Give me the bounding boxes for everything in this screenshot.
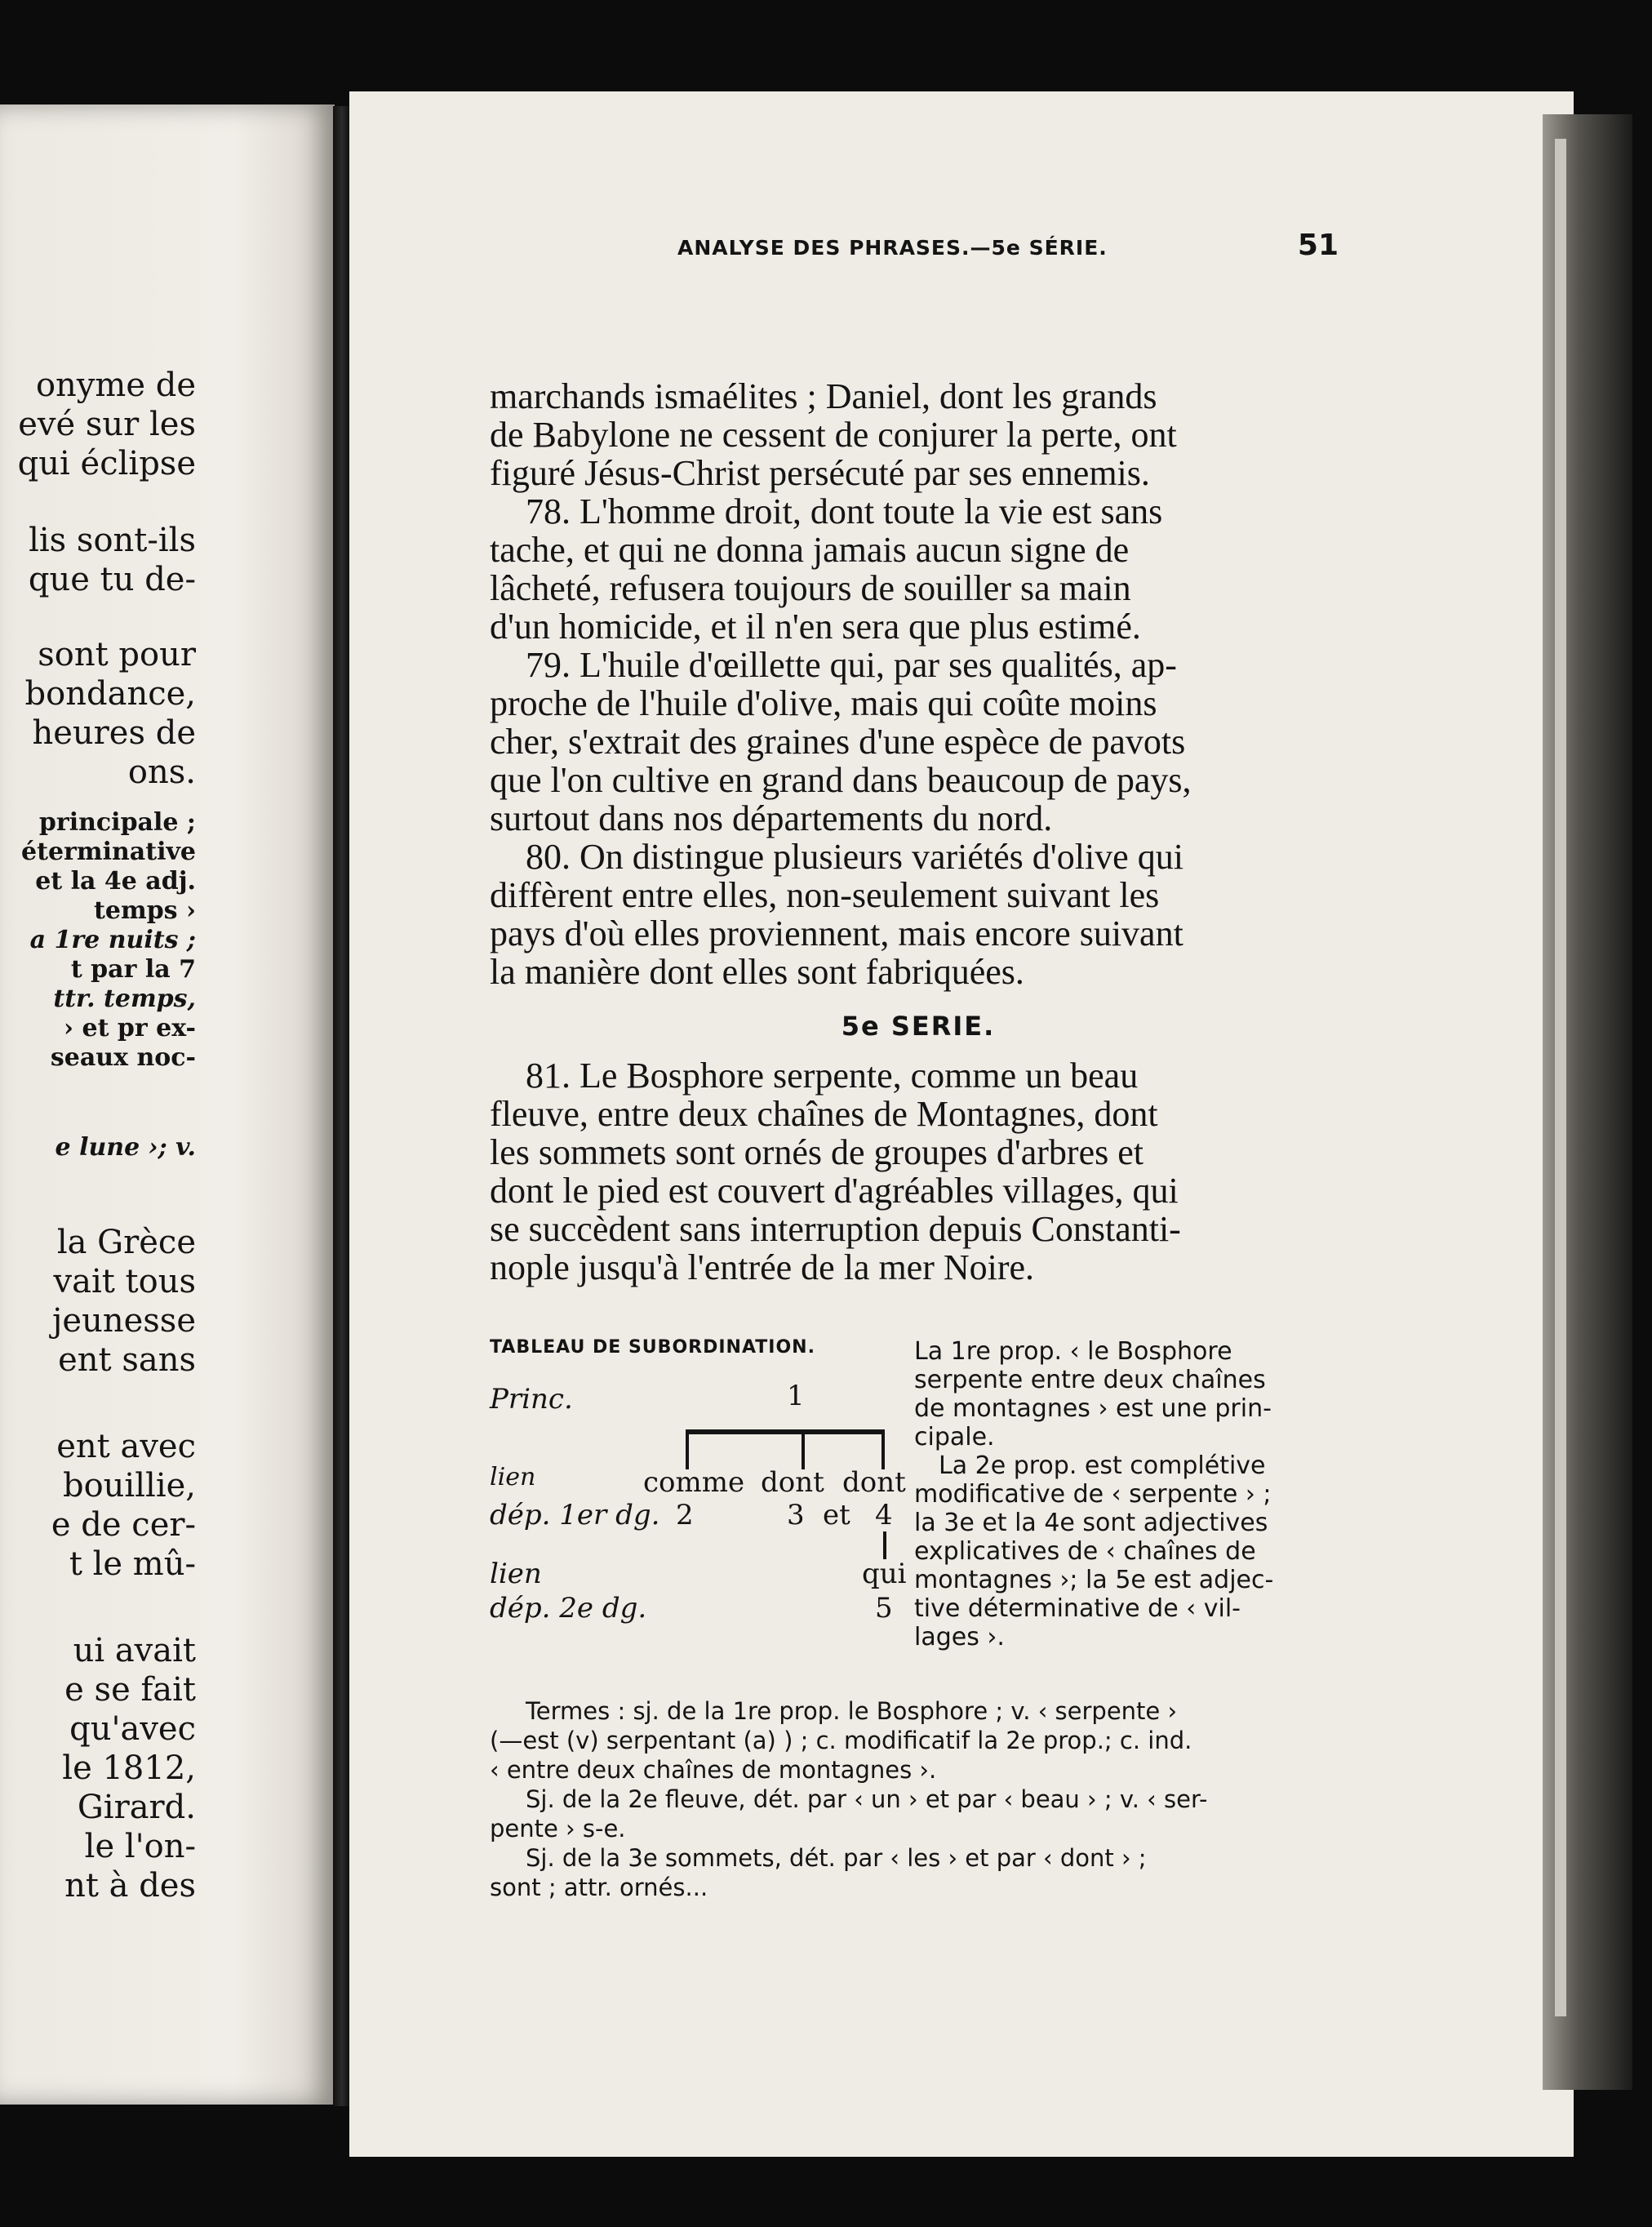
- left-line: temps ›: [94, 896, 196, 925]
- book-gutter: [333, 106, 351, 2106]
- text-line: cher, s'extrait des graines d'une espèce de pavots: [490, 722, 1186, 762]
- left-block-1: [0, 366, 196, 483]
- explanation-line: explicatives de ‹ chaînes de: [914, 1537, 1256, 1566]
- text-line: figuré Jésus-Christ persécuté par ses ennemis.: [490, 453, 1150, 493]
- text-line: tache, et qui ne donna jamais aucun signe de: [490, 530, 1130, 570]
- term-line: Termes : sj. de la 1re prop. le Bosphore ; v. ‹ serpente ›: [526, 1697, 1178, 1725]
- text-line: de Babylone ne cessent de conjurer la perte, ont: [490, 415, 1177, 455]
- term-line: pente › s-e.: [490, 1815, 626, 1842]
- table-title: TABLEAU DE SUBORDINATION.: [490, 1337, 815, 1358]
- terms-section: [490, 1696, 1347, 1902]
- explanation-line: modificative de ‹ serpente › ;: [914, 1480, 1272, 1509]
- page-edge-highlight: [1555, 139, 1566, 2016]
- lien-qui: qui: [862, 1558, 907, 1590]
- running-head: [335, 229, 1339, 262]
- left-line: lis sont-ils: [29, 522, 196, 559]
- princ-number: 1: [787, 1380, 805, 1412]
- text-line: se succèdent sans interruption depuis Constanti-: [490, 1209, 1181, 1249]
- paragraph-81: [490, 1056, 1347, 1287]
- left-line: le 1812,: [62, 1749, 196, 1787]
- text-line: diffèrent entre elles, non-seulement suivant les: [490, 875, 1160, 915]
- explanation-line: La 1re prop. ‹ le Bosphore: [914, 1337, 1232, 1366]
- princ-label: Princ.: [490, 1383, 573, 1416]
- text-line: 79. L'huile d'œillette qui, par ses qualités, ap-: [526, 645, 1177, 685]
- left-line: éterminative: [21, 838, 196, 866]
- explanation-line: de montagnes › est une prin-: [914, 1394, 1272, 1423]
- page-number: 51: [1297, 229, 1339, 262]
- text-line: nople jusqu'à l'entrée de la mer Noire.: [490, 1247, 1035, 1287]
- connector-dont: dont: [842, 1466, 906, 1499]
- subordination-explanation: [914, 1337, 1363, 1651]
- left-line: onyme de: [35, 367, 196, 404]
- dep2-label: dép. 2e dg.: [490, 1592, 647, 1625]
- left-line: Girard.: [77, 1789, 196, 1826]
- explanation-line: serpente entre deux chaînes: [914, 1366, 1266, 1394]
- left-line: ent sans: [58, 1341, 196, 1379]
- left-line: et la 4e adj.: [35, 867, 196, 896]
- term-line: ‹ entre deux chaînes de montagnes ›.: [490, 1756, 937, 1784]
- left-line: evé sur les: [18, 406, 196, 443]
- left-line: bondance,: [24, 675, 196, 713]
- left-line: seaux noc-: [50, 1043, 196, 1072]
- term-line: (—est (v) serpentant (a) ) ; c. modificatif la 2e prop.; c. ind.: [490, 1727, 1192, 1754]
- text-line: les sommets sont ornés de groupes d'arbres et: [490, 1132, 1144, 1172]
- dep2-number: 5: [875, 1592, 893, 1625]
- left-line: heures de: [32, 714, 196, 752]
- text-line: proche de l'huile d'olive, mais qui coûte moins: [490, 683, 1157, 723]
- left-line: vait tous: [53, 1263, 196, 1300]
- left-block-6: [0, 1223, 196, 1380]
- left-block-8: [0, 1631, 196, 1905]
- term-line: sont ; attr. ornés...: [490, 1874, 708, 1901]
- left-page: [0, 104, 335, 2105]
- explanation-line: La 2e prop. est complétive: [939, 1451, 1266, 1480]
- left-line: qu'avec: [69, 1710, 196, 1748]
- left-line: ons.: [127, 753, 196, 791]
- text-line: la manière dont elles sont fabriquées.: [490, 952, 1024, 992]
- dep1-number: 3: [787, 1499, 805, 1531]
- subordination-diagram: [490, 1337, 906, 1639]
- left-block-2: [0, 521, 196, 599]
- left-line: t par la 7: [70, 955, 196, 984]
- paragraph-continuation: [490, 377, 1347, 492]
- connector-comme: comme: [643, 1466, 745, 1499]
- left-block-5: [0, 1133, 196, 1162]
- term-line: Sj. de la 2e fleuve, dét. par ‹ un › et par ‹ beau › ; v. ‹ ser-: [526, 1785, 1208, 1813]
- term-line: Sj. de la 3e sommets, dét. par ‹ les › et par ‹ dont › ;: [526, 1844, 1147, 1872]
- text-line: dont le pied est couvert d'agréables villages, qui: [490, 1171, 1179, 1211]
- left-line: la Grèce: [56, 1224, 196, 1261]
- text-line: 80. On distingue plusieurs variétés d'olive qui: [526, 837, 1183, 877]
- text-line: d'un homicide, et il n'en sera que plus estimé.: [490, 607, 1141, 647]
- left-block-4: [0, 808, 196, 1073]
- explanation-line: montagnes ›; la 5e est adjec-: [914, 1566, 1274, 1594]
- explanation-line: lages ›.: [914, 1623, 1005, 1651]
- left-line: e se fait: [64, 1671, 196, 1709]
- text-line: que l'on cultive en grand dans beaucoup de pays,: [490, 760, 1192, 800]
- left-line: qui éclipse: [17, 445, 196, 482]
- running-head-title: ANALYSE DES PHRASES.—5e SÉRIE.: [677, 236, 1108, 260]
- left-line: bouillie,: [62, 1467, 196, 1505]
- main-text: [490, 377, 1347, 1287]
- left-line: ttr. temps,: [53, 985, 196, 1013]
- left-line: sont pour: [38, 636, 196, 673]
- text-line: lâcheté, refusera toujours de souiller sa main: [490, 568, 1131, 608]
- explanation-line: la 3e et la 4e sont adjectives: [914, 1509, 1268, 1537]
- left-line: › et pr ex-: [64, 1014, 196, 1042]
- left-line: ent avec: [56, 1428, 196, 1465]
- subordination-table: [490, 1337, 1363, 1651]
- section-heading: 5e SERIE.: [841, 1011, 996, 1042]
- left-line: ui avait: [73, 1632, 196, 1669]
- left-block-3: [0, 635, 196, 792]
- dep1-number: 2: [676, 1499, 694, 1531]
- lien-label: lien: [490, 1558, 542, 1590]
- text-line: marchands ismaélites ; Daniel, dont les grands: [490, 376, 1157, 416]
- left-line: le l'on-: [84, 1828, 196, 1865]
- left-line: a 1re nuits ;: [29, 926, 196, 954]
- left-line: principale ;: [38, 808, 196, 837]
- text-line: surtout dans nos départements du nord.: [490, 798, 1053, 838]
- dep1-et: et: [823, 1499, 850, 1531]
- left-line: jeunesse: [52, 1302, 196, 1340]
- dep1-number: 4: [875, 1499, 893, 1531]
- dep1-label: dép. 1er dg.: [490, 1499, 660, 1531]
- paragraph-78: [490, 492, 1347, 646]
- lien-label: lien: [490, 1463, 536, 1491]
- paragraph-79: [490, 646, 1347, 838]
- connector-dont: dont: [761, 1466, 824, 1499]
- left-line: nt à des: [64, 1867, 196, 1905]
- text-line: 81. Le Bosphore serpente, comme un beau: [526, 1056, 1139, 1096]
- explanation-line: tive déterminative de ‹ vil-: [914, 1594, 1241, 1623]
- left-line: t le mû-: [69, 1545, 196, 1583]
- text-line: pays d'où elles proviennent, mais encore suivant: [490, 913, 1183, 953]
- paragraph-80: [490, 838, 1347, 991]
- text-line: 78. L'homme droit, dont toute la vie est sans: [526, 491, 1163, 531]
- left-line: e de cer-: [51, 1506, 196, 1544]
- explanation-line: cipale.: [914, 1423, 995, 1451]
- left-line: que tu de-: [28, 561, 196, 598]
- left-block-7: [0, 1427, 196, 1584]
- text-line: fleuve, entre deux chaînes de Montagnes, dont: [490, 1094, 1158, 1134]
- left-line: e lune ›; v.: [55, 1133, 196, 1162]
